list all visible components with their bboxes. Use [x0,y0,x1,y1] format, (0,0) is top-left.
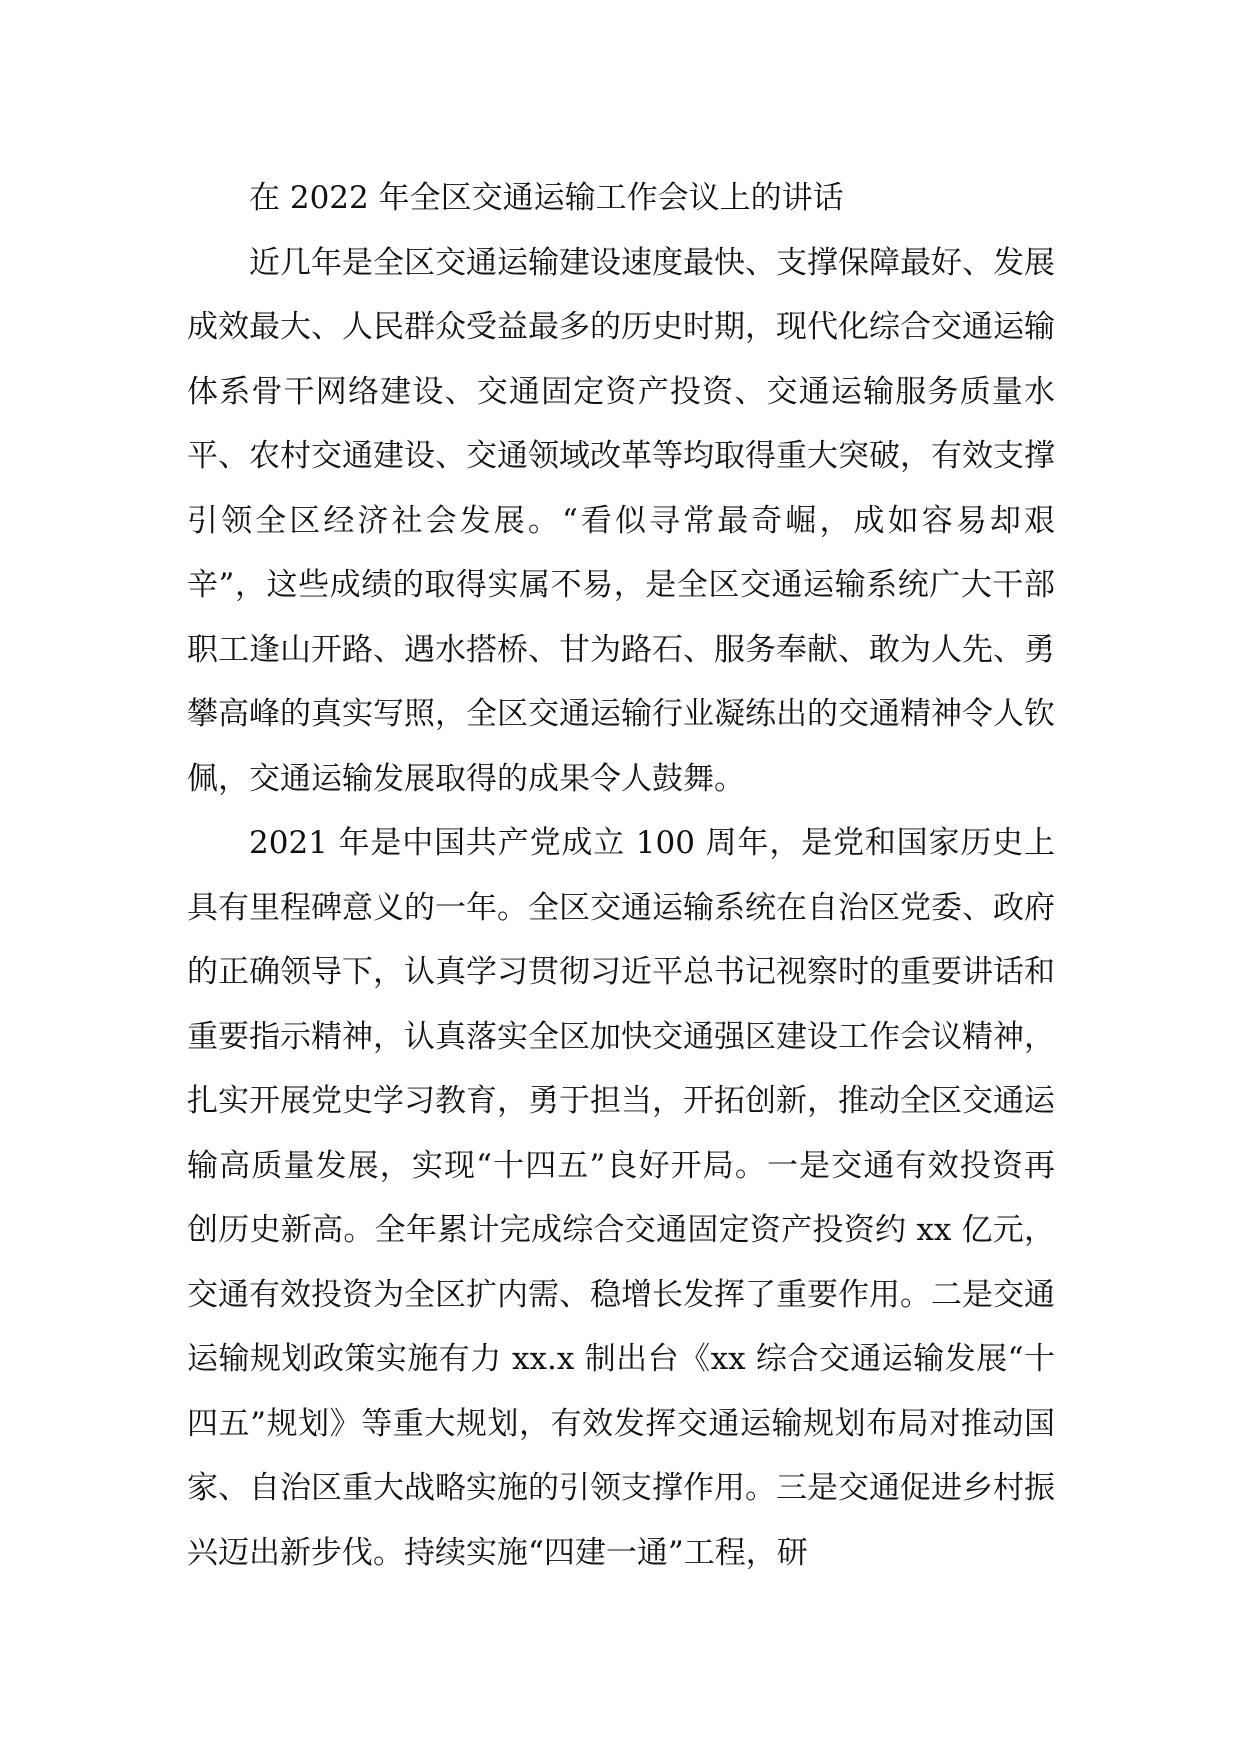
paragraph-1: 近几年是全区交通运输建设速度最快、支撑保障最好、发展成效最大、人民群众受益最多的历史时期，现代化综合交通运输体系骨干网络建设、交通固定资产投资、交通运输服务质量水平、农村交通建设、交通领域改革等均取得重大突破，有效支撑引领全区经济社会发展。“看似寻常最奇崛，成如容易却艰辛”，这些成绩的取得实属不易，是全区交通运输系统广大干部职工逢山开路、遇水搭桥、甘为路石、服务奉献、敢为人先、勇攀高峰的真实写照，全区交通运输行业凝练出的交通精神令人钦佩，交通运输发展取得的成果令人鼓舞。 [187,244,1055,797]
paragraph-2: 2021 年是中国共产党成立 100 周年，是党和国家历史上具有里程碑意义的一年。全区交通运输系统在自治区党委、政府的正确领导下，认真学习贯彻习近平总书记视察时的重要讲话和重要指示精神，认真落实全区加快交通强区建设工作会议精神，扎实开展党史学习教育，勇于担当，开拓创新，推动全区交通运输高质量发展，实现“十四五”良好开局。一是交通有效投资再创历史新高。全年累计完成综合交通固定资产投资约 xx 亿元，交通有效投资为全区扩内需、稳增长发挥了重要作用。二是交通运输规划政策实施有力 xx.x 制出台《xx 综合交通运输发展“十四五”规划》等重大规划，有效发挥交通运输规划布局对推动国家、自治区重大战略实施的引领支撑作用。三是交通促进乡村振兴迈出新步伐。持续实施“四建一通”工程，研 [187,825,1055,1571]
document-title: 在 2022 年全区交通运输工作会议上的讲话 [249,180,844,216]
document-body [187,166,1055,1585]
